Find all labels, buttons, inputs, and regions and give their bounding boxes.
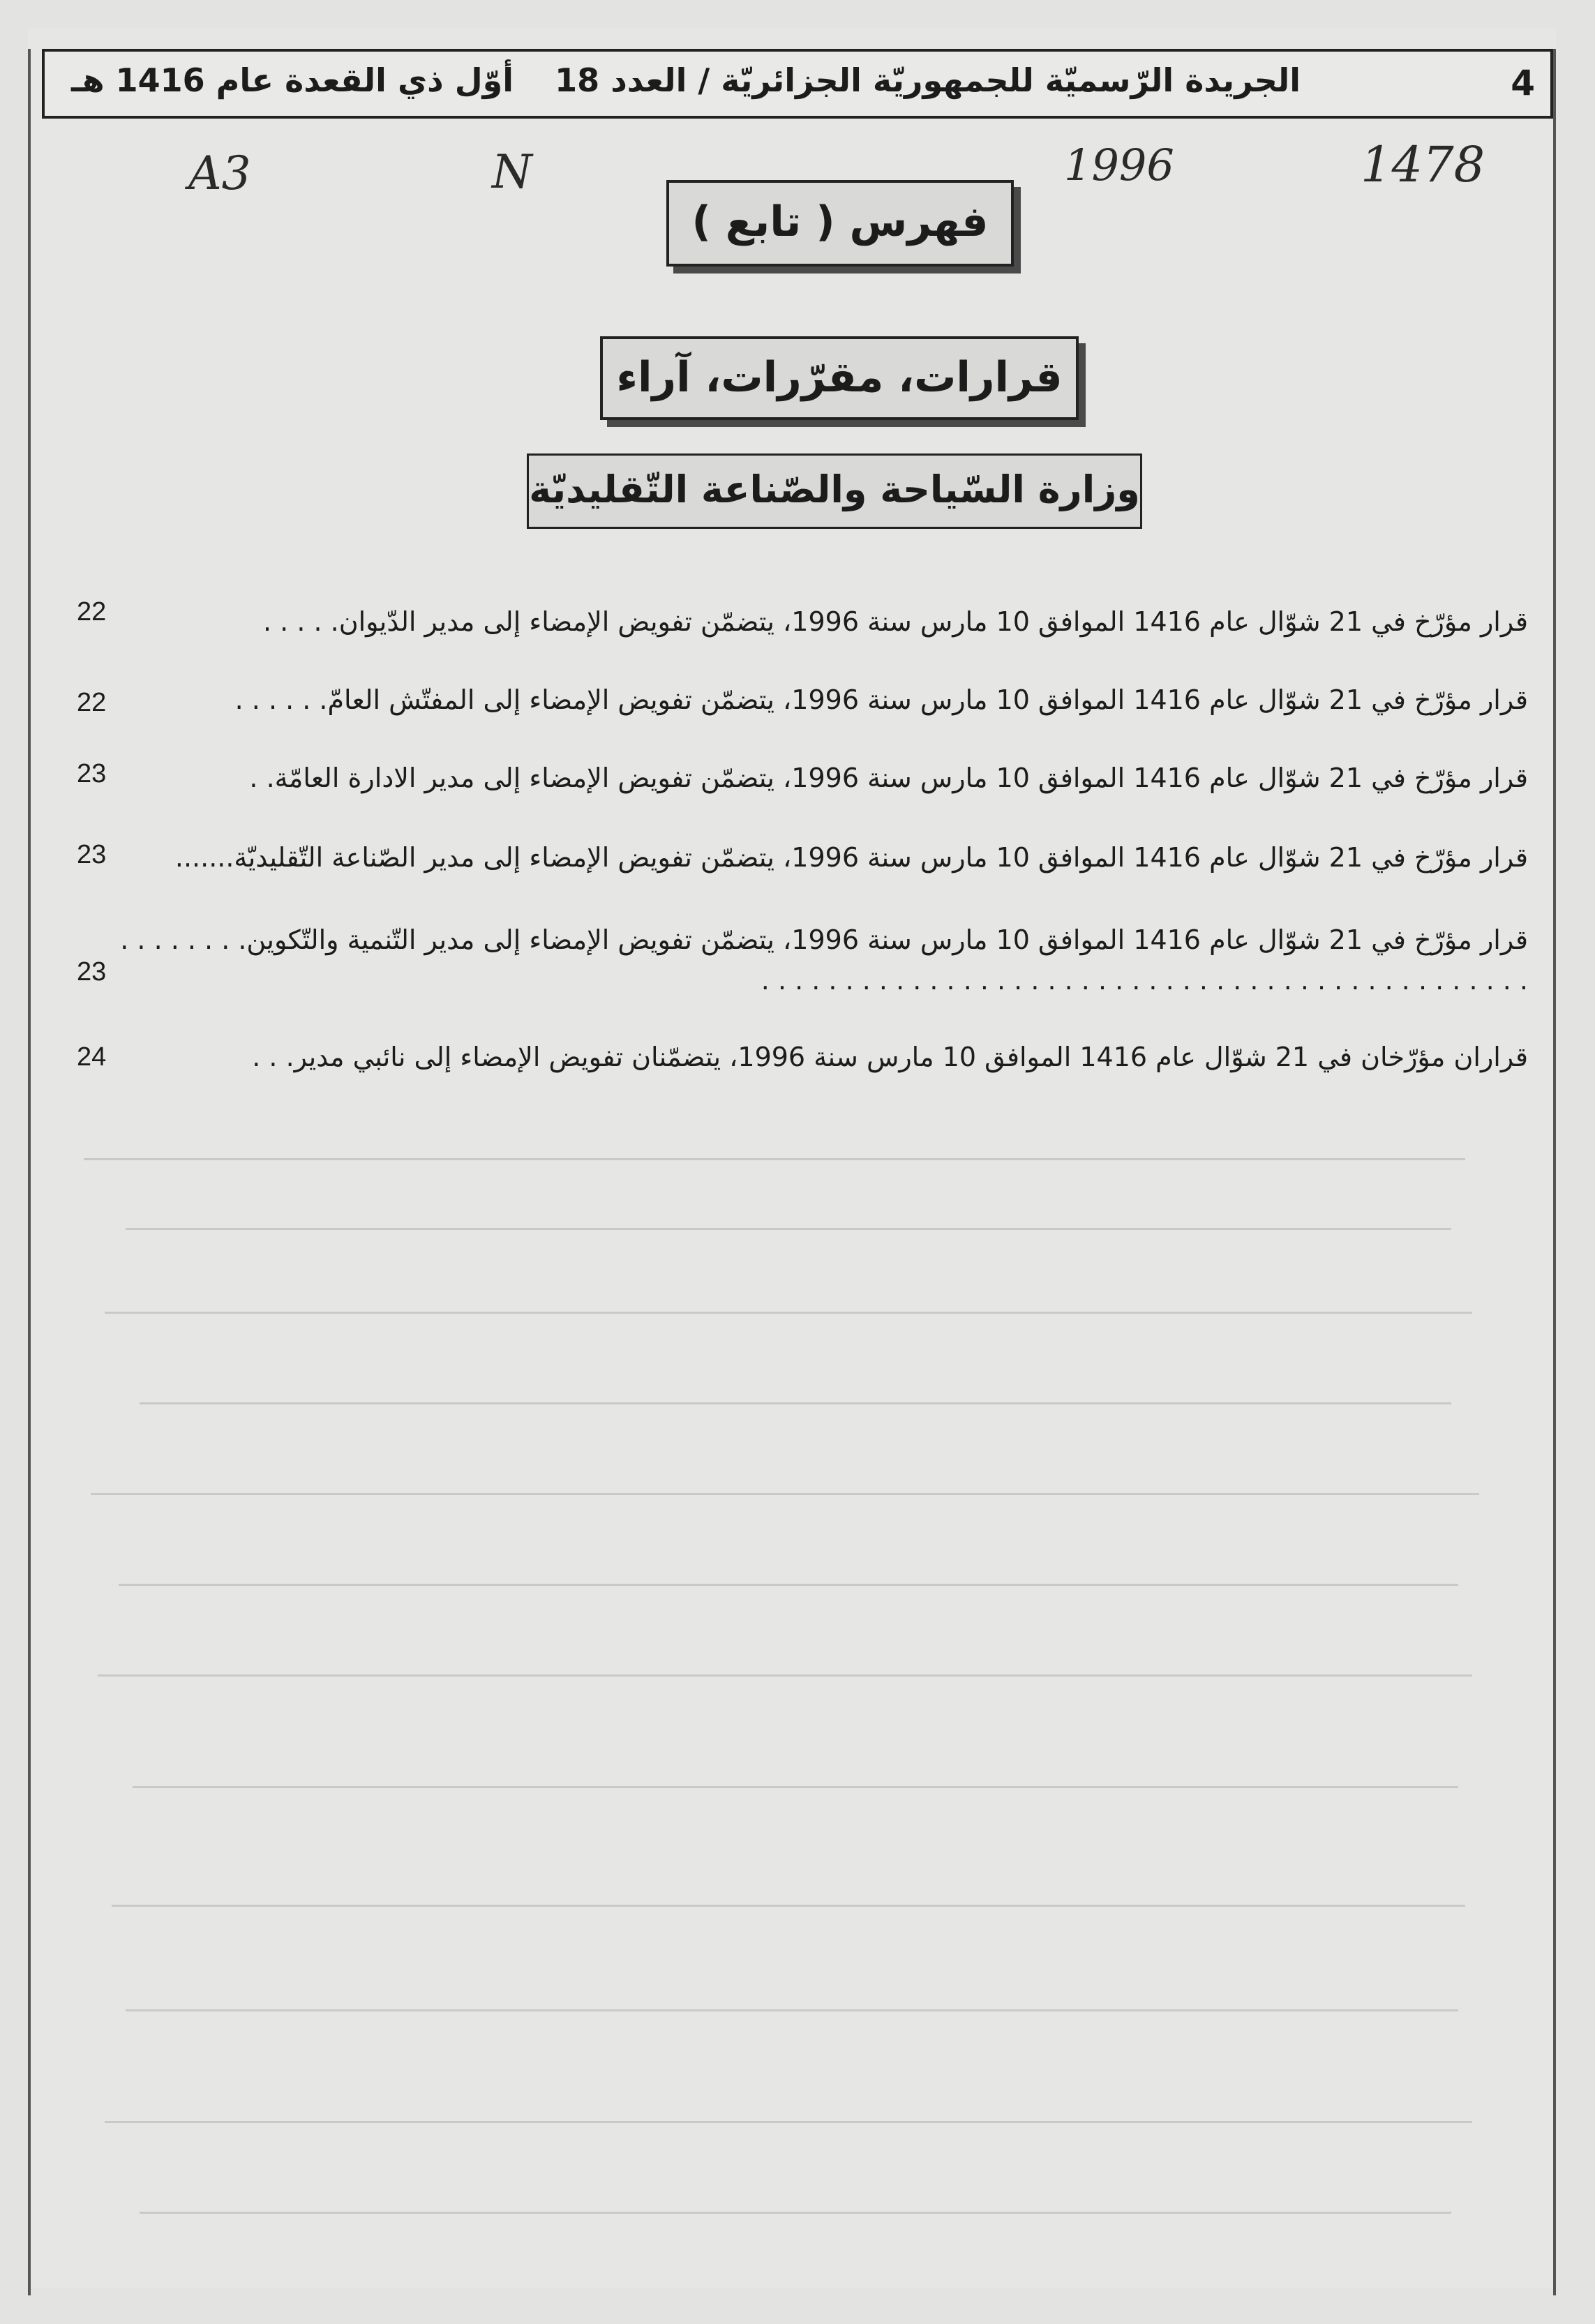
toc-entry-text: قرار مؤرّخ في 21 شوّال عام 1416 الموافق 10 مارس سنة 1996، يتضمّن تفويض الإمضاء إلى مدير الدّيوان. . . . .	[263, 606, 1528, 637]
handwritten-code-mid: N	[492, 145, 532, 199]
toc-entry	[112, 1037, 1528, 1077]
show-through-line	[126, 1228, 1451, 1230]
ministry-heading: وزارة السّياحة والصّناعة التّقليديّة	[529, 467, 1140, 511]
toc-entry	[112, 601, 1528, 642]
show-through-line	[84, 1158, 1465, 1160]
handwritten-code-left: A3	[188, 147, 251, 200]
show-through-line	[105, 1312, 1472, 1314]
index-heading-box	[666, 180, 1014, 267]
toc-page-number: 23	[77, 759, 107, 788]
toc-entry	[112, 680, 1528, 720]
page-frame-right	[1553, 49, 1556, 2295]
header-page-number: 4	[1511, 63, 1535, 103]
toc-entry-text: قرار مؤرّخ في 21 شوّال عام 1416 الموافق 10 مارس سنة 1996، يتضمّن تفويض الإمضاء إلى المفتّش العامّ. . . . . .	[234, 684, 1528, 715]
show-through-line	[98, 1674, 1472, 1677]
toc-entry	[112, 837, 1528, 878]
handwritten-number: 1478	[1361, 136, 1485, 193]
toc-page-number: 22	[77, 597, 107, 627]
show-through-line	[140, 2212, 1451, 2214]
ministry-heading-box	[527, 453, 1142, 529]
handwritten-year: 1996	[1064, 140, 1174, 190]
show-through-line	[112, 1905, 1465, 1907]
toc-page-number: 24	[77, 1042, 107, 1072]
toc-entry-text: قراران مؤرّخان في 21 شوّال عام 1416 الموافق 10 مارس سنة 1996، يتضمّنان تفويض الإمضاء إلى نائبي مدير. . .	[252, 1042, 1528, 1072]
show-through-line	[119, 1584, 1458, 1586]
show-through-line	[133, 1786, 1458, 1788]
page-frame-left	[28, 49, 31, 2295]
toc-entry	[112, 920, 1528, 1000]
header-journal-title: الجريدة الرّسميّة للجمهوريّة الجزائريّة / العدد 18	[555, 61, 1301, 99]
show-through-line	[140, 1402, 1451, 1404]
show-through-line	[105, 2121, 1472, 2123]
show-through-line	[91, 1493, 1479, 1495]
toc-entry-text: قرار مؤرّخ في 21 شوّال عام 1416 الموافق 10 مارس سنة 1996، يتضمّن تفويض الإمضاء إلى مدير الصّناعة التّقليديّة.......	[174, 842, 1528, 873]
header-issue-date: أوّل ذي القعدة عام 1416 هـ	[71, 61, 514, 99]
toc-entry-text: قرار مؤرّخ في 21 شوّال عام 1416 الموافق 10 مارس سنة 1996، يتضمّن تفويض الإمضاء إلى مدير الادارة العامّة. .	[249, 763, 1528, 793]
toc-entry-text: قرار مؤرّخ في 21 شوّال عام 1416 الموافق 10 مارس سنة 1996، يتضمّن تفويض الإمضاء إلى مدير التّنمية والتّكوين. . . . . . . . . . . . . . . . . . . . . . . . . . . . . . . . . . . . . . . . . . . . . . . . . . . . . .	[120, 924, 1528, 996]
decisions-heading: قرارات، مقرّرات، آراء	[616, 353, 1063, 402]
toc-page-number: 23	[77, 957, 107, 987]
decisions-heading-box	[600, 336, 1079, 420]
toc-entry	[112, 758, 1528, 798]
running-header	[42, 49, 1553, 119]
index-heading: فهرس ( تابع )	[691, 197, 989, 246]
show-through-line	[126, 2009, 1458, 2011]
toc-page-number: 23	[77, 840, 107, 869]
toc-page-number: 22	[77, 688, 107, 717]
